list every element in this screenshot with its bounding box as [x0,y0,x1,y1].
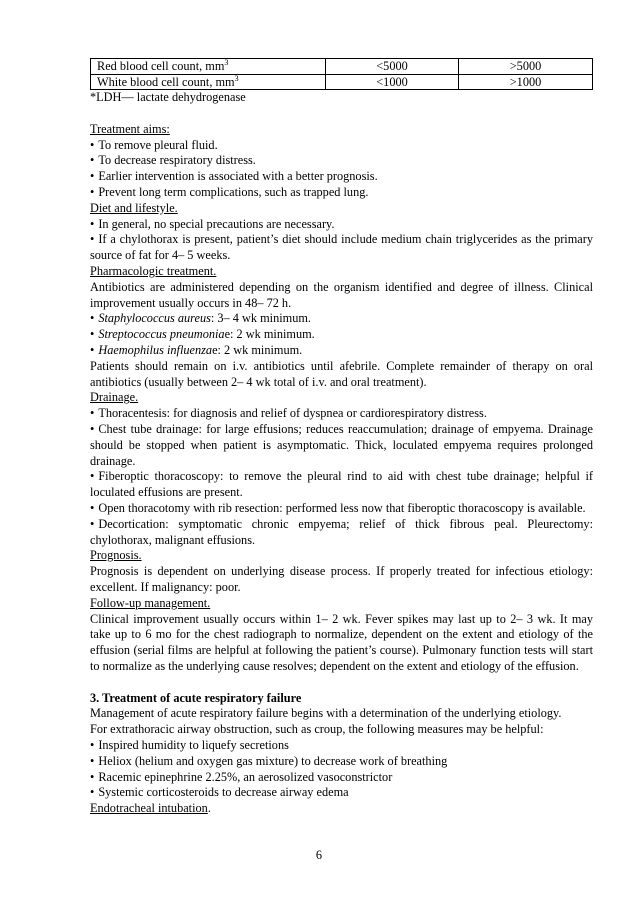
list-item: • Staphylococcus aureus: 3– 4 wk minimum. [90,311,593,327]
list-item: • To decrease respiratory distress. [90,153,593,169]
treatment-aims-heading: Treatment aims: [90,121,170,136]
lab-values-table [90,58,593,90]
pharmacologic-heading: Pharmacologic treatment. [90,263,217,278]
list-item: • Prevent long term complications, such as trapped lung. [90,185,593,201]
list-item: • Inspired humidity to liquefy secretions [90,738,593,754]
followup-heading: Follow-up management. [90,595,211,610]
list-item: • Racemic epinephrine 2.25%, an aerosolized vasoconstrictor [90,770,593,786]
diet-heading: Diet and lifestyle. [90,200,178,215]
list-item: • If a chylothorax is present, patient’s diet should include medium chain triglycerides as the primary source of fat for 4– 5 weeks. [90,232,593,264]
list-item: • Heliox (helium and oxygen gas mixture) to decrease work of breathing [90,754,593,770]
list-item: • Earlier intervention is associated with a better prognosis. [90,169,593,185]
list-item: • Streptococcus pneumoniae: 2 wk minimum. [90,327,593,343]
intubation-line: Endotracheal intubation. [90,801,211,816]
pharmacologic-outro: Patients should remain on i.v. antibiotics until afebrile. Complete remainder of therapy on oral antibiotics (usually between 2– 4 wk total of i.v. and oral treatment). [90,358,593,389]
organism-name: Streptococcus pneumonia [98,327,225,342]
table-cell: <5000 [326,59,459,75]
prognosis-heading: Prognosis. [90,548,142,563]
document-page [90,58,593,817]
list-item: • To remove pleural fluid. [90,138,593,154]
drainage-heading: Drainage. [90,390,139,405]
table-row [91,59,593,75]
pharmacologic-intro: Antibiotics are administered depending on the organism identified and degree of illness. Clinical improvement usually occurs in 48– 72 h. [90,279,593,310]
prognosis-text: Prognosis is dependent on underlying disease process. If properly treated for infectious etiology: excellent. If malignancy: poor. [90,564,593,594]
table-cell: >5000 [459,59,593,75]
list-item: • In general, no special precautions are necessary. [90,217,593,233]
table-footnote: *LDH— lactate dehydrogenase [90,90,246,104]
section-3-paragraph: Management of acute respiratory failure begins with a determination of the underlying etiology. [90,706,562,721]
table-cell: <1000 [326,74,459,90]
organism-name: Staphylococcus aureus [98,311,211,326]
list-item: • Thoracentesis: for diagnosis and relief of dyspnea or cardiorespiratory distress. [90,406,593,422]
table-cell: >1000 [459,74,593,90]
section-3-heading: 3. Treatment of acute respiratory failure [90,690,302,705]
page-number: 6 [315,848,323,862]
list-item: • Open thoracotomy with rib resection: performed less now that fiberoptic thoracoscopy is available. [90,501,593,517]
list-item: • Fiberoptic thoracoscopy: to remove the pleural rind to aid with chest tube drainage; helpful if loculated effusions are present. [90,469,593,501]
list-item: • Chest tube drainage: for large effusions; reduces reaccumulation; drainage of empyema. Drainage should be stopped when patient is asymptomatic. Thick, loculated empyema requires prolonged drainage. [90,422,593,469]
intubation-heading: Endotracheal intubation [90,801,208,816]
followup-text: Clinical improvement usually occurs within 1– 2 wk. Fever spikes may last up to 2– 3 wk. It may take up to 6 mo for the chest radiograph to normalize, dependent on the extent and etiology of the effusion (serial films are helpful at following the patient’s course). Pulmonary function tests will start to normalize as the underlying cause resolves; dependent on the extent and etiology of the effusion. [90,611,593,673]
list-item: • Decortication: symptomatic chronic empyema; relief of thick fibrous peal. Pleurectomy: chylothorax, malignant effusions. [90,517,593,549]
section-3-paragraph: For extrathoracic airway obstruction, such as croup, the following measures may be helpful: [90,722,544,737]
table-row [91,74,593,90]
list-item: • Haemophilus influenzae: 2 wk minimum. [90,343,593,359]
list-item: • Systemic corticosteroids to decrease airway edema [90,785,593,801]
table-cell-label: White blood cell count, $mm^3$ [91,74,326,90]
table-cell-label: Red blood cell count, $mm^3$ [91,59,326,75]
organism-name: Haemophilus influenza [98,342,213,357]
